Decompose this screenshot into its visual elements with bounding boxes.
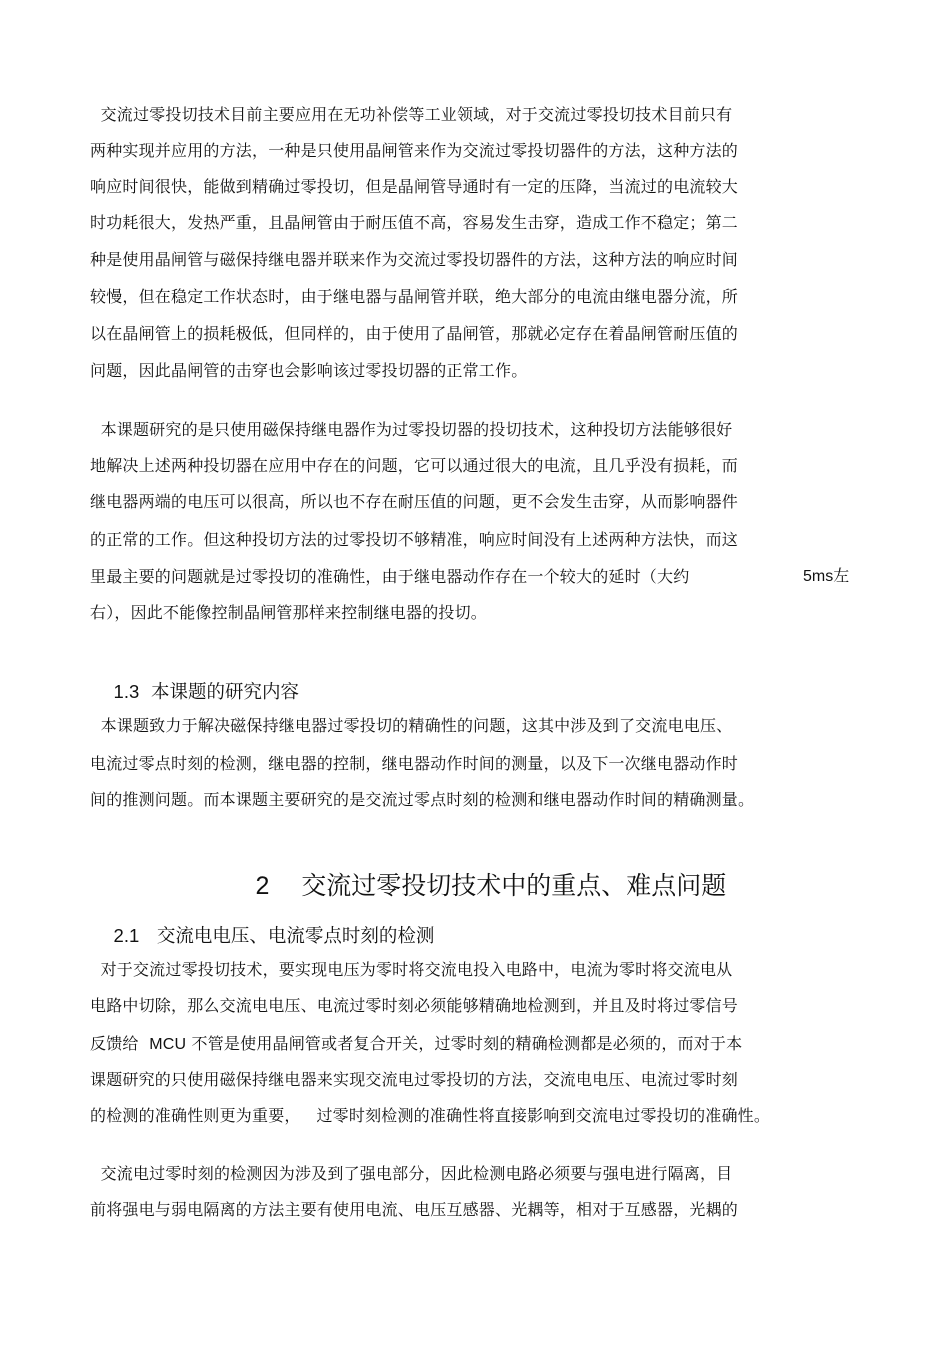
paragraph-2-line-2: 地解决上述两种投切器在应用中存在的问题，它可以通过很大的电流，且几乎没有损耗，而: [90, 456, 739, 475]
paragraph-4-line-3-start: 反馈给: [90, 1034, 139, 1053]
chapter-2-number: 2: [255, 872, 270, 900]
paragraph-4-line-5-start: 的检测的准确性则更为重要，: [90, 1106, 301, 1125]
paragraph-2-line-5: 里最主要的问题就是过零投切的准确性，由于继电器动作存在一个较大的延时（大约: [90, 567, 690, 586]
paragraph-3-line-3: 间的推测问题。而本课题主要研究的是交流过零点时刻的检测和继电器动作时间的精确测量。: [90, 790, 755, 809]
paragraph-5-line-2: 前将强电与弱电隔离的方法主要有使用电流、电压互感器、光耦等，相对于互感器，光耦的: [90, 1200, 739, 1219]
mcu-label: MCU: [149, 1036, 187, 1053]
paragraph-4-line-1: 对于交流过零投切技术，要实现电压为零时将交流电投入电路中，电流为零时将交流电从: [90, 960, 733, 979]
paragraph-4-line-3-rest: 不管是使用晶闸管或者复合开关，过零时刻的精确检测都是必须的，而对于本: [191, 1034, 743, 1053]
paragraph-1-line-3: 响应时间很快，能做到精确过零投切，但是晶闸管导通时有一定的压降，当流过的电流较大: [90, 177, 739, 196]
paragraph-5-line-1: 交流电过零时刻的检测因为涉及到了强电部分，因此检测电路必须要与强电进行隔离，目: [90, 1164, 733, 1183]
paragraph-1-line-4: 时功耗很大，发热严重，且晶闸管由于耐压值不高，容易发生击穿，造成工作不稳定；第二: [90, 213, 739, 232]
paragraph-3-line-1: 本课题致力于解决磁保持继电器过零投切的精确性的问题，这其中涉及到了交流电电压、: [90, 716, 733, 735]
paragraph-2-line-1: 本课题研究的是只使用磁保持继电器作为过零投切器的投切技术，这种投切方法能够很好: [90, 420, 733, 439]
paragraph-2-line-3: 继电器两端的电压可以很高，所以也不存在耐压值的问题，更不会发生击穿，从而影响器件: [90, 492, 739, 511]
section-2-1-number: 2.1: [113, 925, 140, 946]
paragraph-4-line-4: 课题研究的只使用磁保持继电器来实现交流电过零投切的方法，交流电电压、电流过零时刻: [90, 1070, 739, 1089]
chapter-2-title: 交流过零投切技术中的重点、难点问题: [301, 871, 727, 900]
paragraph-4-line-2: 电路中切除，那么交流电电压、电流过零时刻必须能够精确地检测到，并且及时将过零信号: [90, 996, 739, 1015]
paragraph-1-line-1: 交流过零投切技术目前主要应用在无功补偿等工业领域，对于交流过零投切技术目前只有: [90, 105, 733, 124]
delay-value: 5ms左: [803, 568, 850, 585]
section-2-1-title: 交流电电压、电流零点时刻的检测: [156, 926, 435, 947]
paragraph-2-line-6: 右），因此不能像控制晶闸管那样来控制继电器的投切。: [90, 603, 488, 622]
paragraph-4-line-5: [90, 1106, 770, 1126]
paragraph-1-line-2: 两种实现并应用的方法，一种是只使用晶闸管来作为交流过零投切器件的方法，这种方法的: [90, 141, 739, 160]
paragraph-4-line-3: [90, 1034, 742, 1055]
paragraph-1-line-7: 以在晶闸管上的损耗极低，但同样的，由于使用了晶闸管，那就必定存在着晶闸管耐压值的: [90, 324, 739, 343]
paragraph-3-line-2: 电流过零点时刻的检测，继电器的控制，继电器动作时间的测量，以及下一次继电器动作时: [90, 754, 739, 773]
paragraph-1-line-5: 种是使用晶闸管与磁保持继电器并联来作为交流过零投切器件的方法，这种方法的响应时间: [90, 250, 739, 269]
paragraph-2-line-4: 的正常的工作。但这种投切方法的过零投切不够精准，响应时间没有上述两种方法快，而这: [90, 530, 739, 549]
paragraph-1-line-8: 问题，因此晶闸管的击穿也会影响该过零投切器的正常工作。: [90, 361, 528, 380]
paragraph-1-line-6: 较慢，但在稳定工作状态时，由于继电器与晶闸管并联，绝大部分的电流由继电器分流，所: [90, 287, 739, 306]
section-1-3-number: 1.3: [113, 681, 140, 702]
section-1-3-title: 本课题的研究内容: [151, 682, 300, 703]
paragraph-4-line-5-end: 过零时刻检测的准确性将直接影响到交流电过零投切的准确性。: [316, 1106, 771, 1125]
